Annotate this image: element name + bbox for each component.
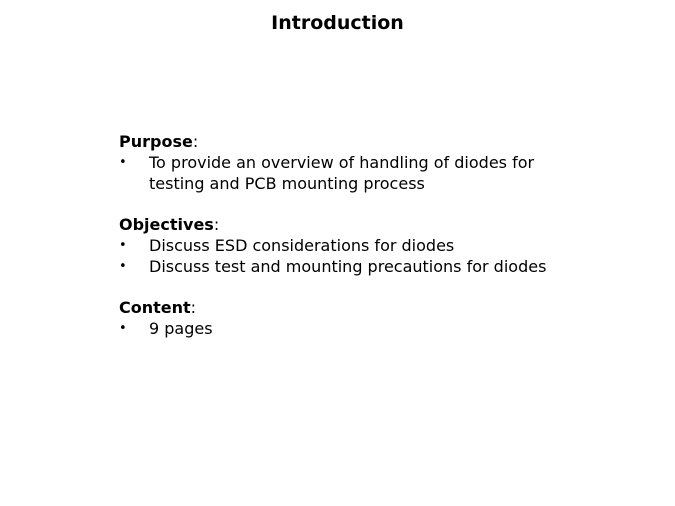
bullet-list-objectives bbox=[119, 235, 559, 277]
list-item bbox=[119, 256, 559, 277]
section-heading-label: Purpose bbox=[119, 132, 193, 151]
list-item-text: Discuss ESD considerations for diodes bbox=[149, 236, 455, 255]
bullet-list-purpose bbox=[119, 152, 559, 194]
slide-body bbox=[119, 131, 559, 359]
section-heading-label: Content bbox=[119, 298, 191, 317]
bullet-icon: • bbox=[119, 155, 127, 170]
section-heading-objectives bbox=[119, 214, 559, 235]
list-item-text: 9 pages bbox=[149, 319, 213, 338]
section-heading-purpose bbox=[119, 131, 559, 152]
list-item-text: Discuss test and mounting precautions for diodes bbox=[149, 257, 547, 276]
section-heading-colon: : bbox=[213, 215, 220, 234]
section-objectives bbox=[119, 214, 559, 277]
section-heading-content bbox=[119, 297, 559, 318]
slide-title: Introduction bbox=[271, 12, 404, 34]
list-item bbox=[119, 318, 559, 339]
bullet-icon: • bbox=[119, 321, 127, 336]
bullet-icon: • bbox=[119, 238, 127, 253]
bullet-icon: • bbox=[119, 259, 127, 274]
section-heading-colon: : bbox=[192, 132, 199, 151]
section-content bbox=[119, 297, 559, 339]
list-item bbox=[119, 235, 559, 256]
section-purpose bbox=[119, 131, 559, 194]
list-item bbox=[119, 152, 559, 194]
bullet-list-content bbox=[119, 318, 559, 339]
list-item-text: To provide an overview of handling of diodes for testing and PCB mounting process bbox=[149, 153, 535, 193]
section-heading-colon: : bbox=[190, 298, 197, 317]
section-heading-label: Objectives bbox=[119, 215, 214, 234]
